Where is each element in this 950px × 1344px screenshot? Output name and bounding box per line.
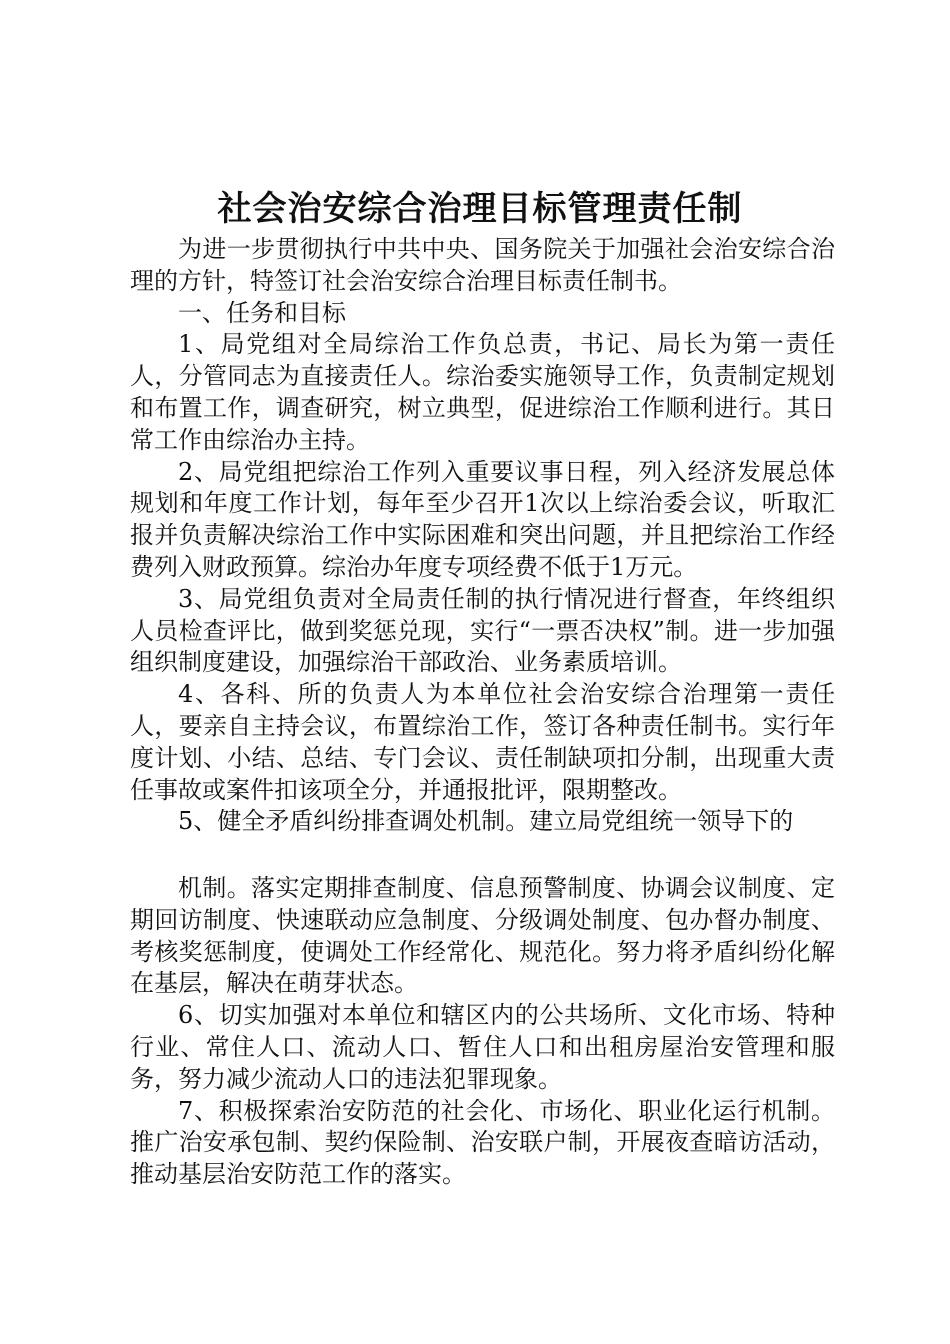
document-body-section-1: [130, 234, 835, 838]
item-3-paragraph: 3、局党组负责对全局责任制的执行情况进行督查，年终组织人员检查评比，做到奖惩兑现，实行“一票否决权”制。进一步加强组织制度建设，加强综治干部政治、业务素质培训。: [130, 584, 835, 677]
item-1-paragraph: 1、局党组对全局综治工作负总责，书记、局长为第一责任人，分管同志为直接责任人。综治委实施领导工作，负责制定规划和布置工作，调查研究，树立典型，促进综治工作顺利进行。其日常工作由综治办主持。: [130, 330, 835, 454]
item-5-continued-paragraph: 机制。落实定期排查制度、信息预警制度、协调会议制度、定期回访制度、快速联动应急制度、分级调处制度、包办督办制度、考核奖惩制度，使调处工作经常化、规范化。努力将矛盾纠纷化解在基层，解决在萌芽状态。: [130, 874, 835, 998]
item-4-paragraph: 4、各科、所的负责人为本单位社会治安综合治理第一责任人，要亲自主持会议，布置综治工作，签订各种责任制书。实行年度计划、小结、总结、专门会议、责任制缺项扣分制，出现重大责任事故或案件扣该项全分，并通报批评，限期整改。: [130, 680, 835, 804]
intro-paragraph: 为进一步贯彻执行中共中央、国务院关于加强社会治安综合治理的方针，特签订社会治安综合治理目标责任制书。: [130, 235, 835, 295]
item-2-paragraph: 2、局党组把综治工作列入重要议事日程，列入经济发展总体规划和年度工作计划，每年至少召开1次以上综治委会议，听取汇报并负责解决综治工作中实际困难和突出问题，并且把综治工作经费列入财政预算。综治办年度专项经费不低于1万元。: [130, 457, 835, 581]
section-heading: 一、任务和目标: [178, 298, 346, 327]
document-title: 社会治安综合治理目标管理责任制: [217, 189, 743, 229]
item-5-paragraph: 5、健全矛盾纠纷排查调处机制。建立局党组统一领导下的: [178, 807, 794, 836]
document-body-section-2: [130, 873, 835, 1191]
item-7-paragraph: 7、积极探索治安防范的社会化、市场化、职业化运行机制。推广治安承包制、契约保险制、治安联户制，开展夜查暗访活动，推动基层治安防范工作的落实。: [130, 1096, 835, 1189]
item-6-paragraph: 6、切实加强对本单位和辖区内的公共场所、文化市场、特种行业、常住人口、流动人口、暂住人口和出租房屋治安管理和服务，努力减少流动人口的违法犯罪现象。: [130, 1001, 835, 1093]
